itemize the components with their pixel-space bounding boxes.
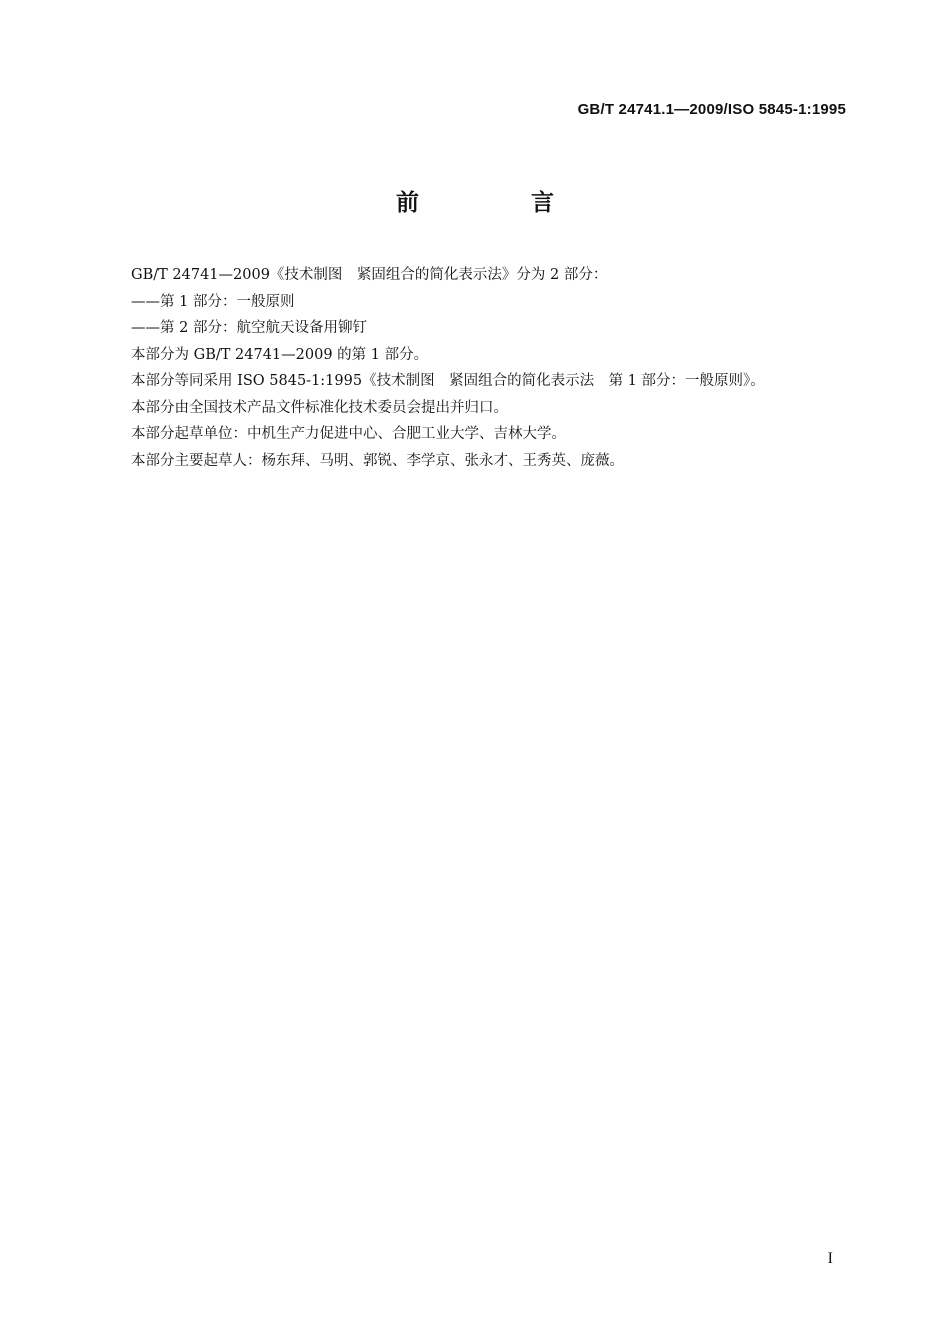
paragraph-drafting-units: 本部分起草单位：中机生产力促进中心、合肥工业大学、吉林大学。 [131, 426, 566, 442]
paragraph-part-2: ——第 2 部分：航空航天设备用铆钉 [131, 320, 367, 336]
paragraph-drafters: 本部分主要起草人：杨东拜、马明、郭锐、李学京、张永才、王秀英、庞薇。 [131, 452, 624, 469]
paragraph-part-1: ——第 1 部分：一般原则 [131, 293, 295, 310]
paragraph-this-part: 本部分为 GB/T 24741—2009 的第 1 部分。 [131, 346, 429, 363]
page-title: 前 言 [395, 190, 606, 216]
foreword-body [131, 262, 851, 474]
standard-number-header: GB/T 24741.1—2009/ISO 5845-1:1995 [577, 101, 846, 118]
paragraph-iso-adoption: 本部分等同采用 ISO 5845-1:1995《技术制图 紧固组合的简化表示法 第 1 部分：一般原则》。 [131, 373, 765, 389]
paragraph-proposed-by: 本部分由全国技术产品文件标准化技术委员会提出并归口。 [131, 399, 508, 416]
page-number: I [827, 1250, 833, 1267]
paragraph-parts-intro: GB/T 24741—2009《技术制图 紧固组合的简化表示法》分为 2 部分： [131, 267, 608, 283]
